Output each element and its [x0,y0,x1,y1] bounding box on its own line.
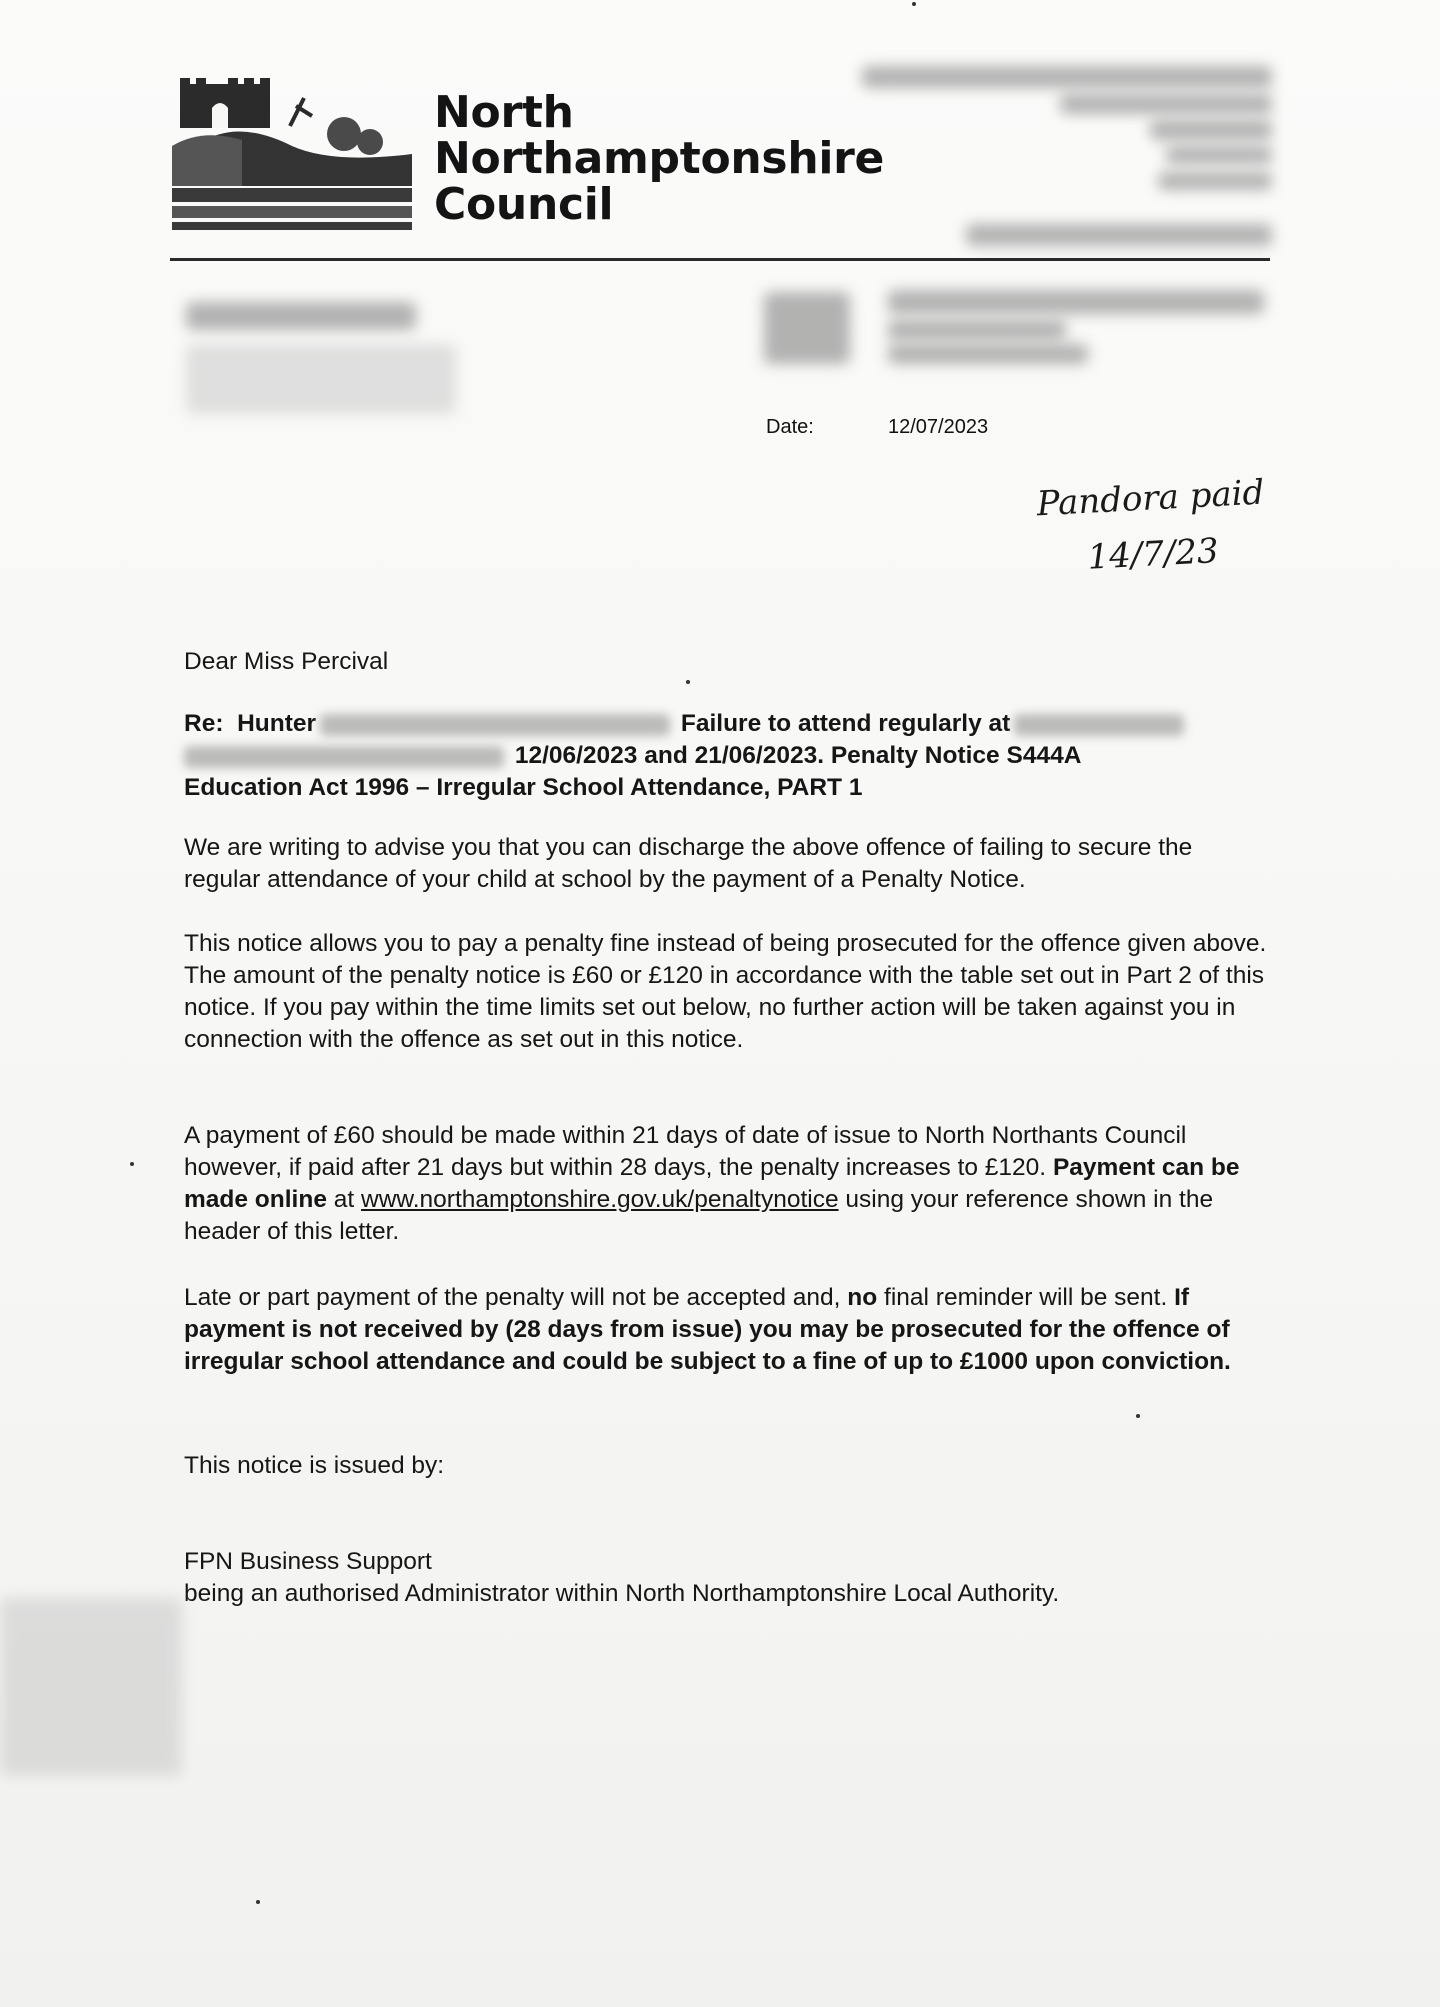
prosecution-warning: If payment is not received by (28 days from issue) you may be prosecuted for the offence of irregular school attendance and could be subject to a fine of up to £1000 upon conviction. [184,1284,1231,1375]
payment-reference-text: using your reference shown in the header of this letter. [184,1186,1214,1245]
council-name-line-1: North [434,87,574,138]
redacted-website [966,224,1272,246]
re-label: Re: [184,710,224,737]
redacted-recipient [186,302,416,330]
council-name-line-3: Council [434,179,614,230]
re-failure: Failure to attend regularly at [680,710,1011,737]
redacted-contact-values [888,290,1264,314]
late-payment-no: no [847,1284,878,1311]
signature-block [184,1546,1274,1610]
paragraph-2: This notice allows you to pay a penalty fine instead of being prosecuted for the offence given above. The amount of the penalty notice is £60 or £120 in accordance with the table set out in Part 2 of this notice. If you pay within the time limits set out below, no further action will be taken against you in connection with the offence as set out in this notice. [184,930,1267,1053]
council-name [434,87,885,230]
redacted-recipient-address [186,344,456,414]
scan-speck [256,1900,260,1904]
payment-terms: A payment of £60 should be made within 21 days of date of issue to North Northants Council however, if paid after 21 days but within 28 days, the penalty increases to £120. [184,1122,1187,1181]
scan-speck [1136,1414,1140,1418]
redacted-contact-values [888,344,1088,364]
signature-line-1: FPN Business Support [184,1548,432,1575]
redacted-child-name [320,714,670,736]
issued-by: This notice is issued by: [184,1452,445,1479]
paragraph-3 [184,1120,1274,1248]
scan-speck [686,680,690,684]
redacted-address-line [1150,120,1272,140]
redacted-address-line [1060,94,1272,114]
redacted-address-line [1158,172,1272,190]
payment-at: at [333,1186,355,1213]
payment-online-text: Payment can be made online [184,1154,1240,1213]
handwritten-note [1035,460,1360,589]
signature-line-2: being an authorised Administrator within North Northamptonshire Local Authority. [184,1580,1060,1607]
redacted-contact-values [888,320,1066,340]
handwritten-note-line-2: 14/7/23 [1086,530,1220,578]
header-divider [170,258,1270,261]
penalty-notice-link[interactable]: www.northamptonshire.gov.uk/penaltynotice [361,1186,839,1213]
re-line [184,708,1274,804]
redacted-address-line [1166,146,1272,164]
redacted-address-line [862,66,1272,88]
council-name-line-2: Northamptonshire [434,133,885,184]
salutation: Dear Miss Percival [184,648,389,675]
council-logo [172,76,412,232]
late-payment-text: Late or part payment of the penalty will not be accepted and, [184,1284,841,1311]
handwritten-note-line-1: Pandora paid [1035,472,1266,525]
redacted-school-name [184,746,504,768]
re-act: Education Act 1996 – Irregular School Attendance, PART 1 [184,774,863,801]
date-label: Date: [766,416,814,438]
redacted-contact-labels [764,292,850,364]
scan-speck [912,2,916,6]
re-dates: 12/06/2023 and 21/06/2023. Penalty Notice S444A [514,742,1082,769]
paragraph-4 [184,1282,1274,1378]
paragraph-1: We are writing to advise you that you can discharge the above offence of failing to secure the regular attendance of your child at school by the payment of a Penalty Notice. [184,834,1193,893]
re-name: Hunter [237,710,317,737]
date-value: 12/07/2023 [888,416,989,438]
scan-speck [130,1162,134,1166]
redacted-school-name [1014,714,1184,736]
late-payment-reminder: final reminder will be sent. [884,1284,1168,1311]
redacted-margin-area [0,1598,182,1776]
